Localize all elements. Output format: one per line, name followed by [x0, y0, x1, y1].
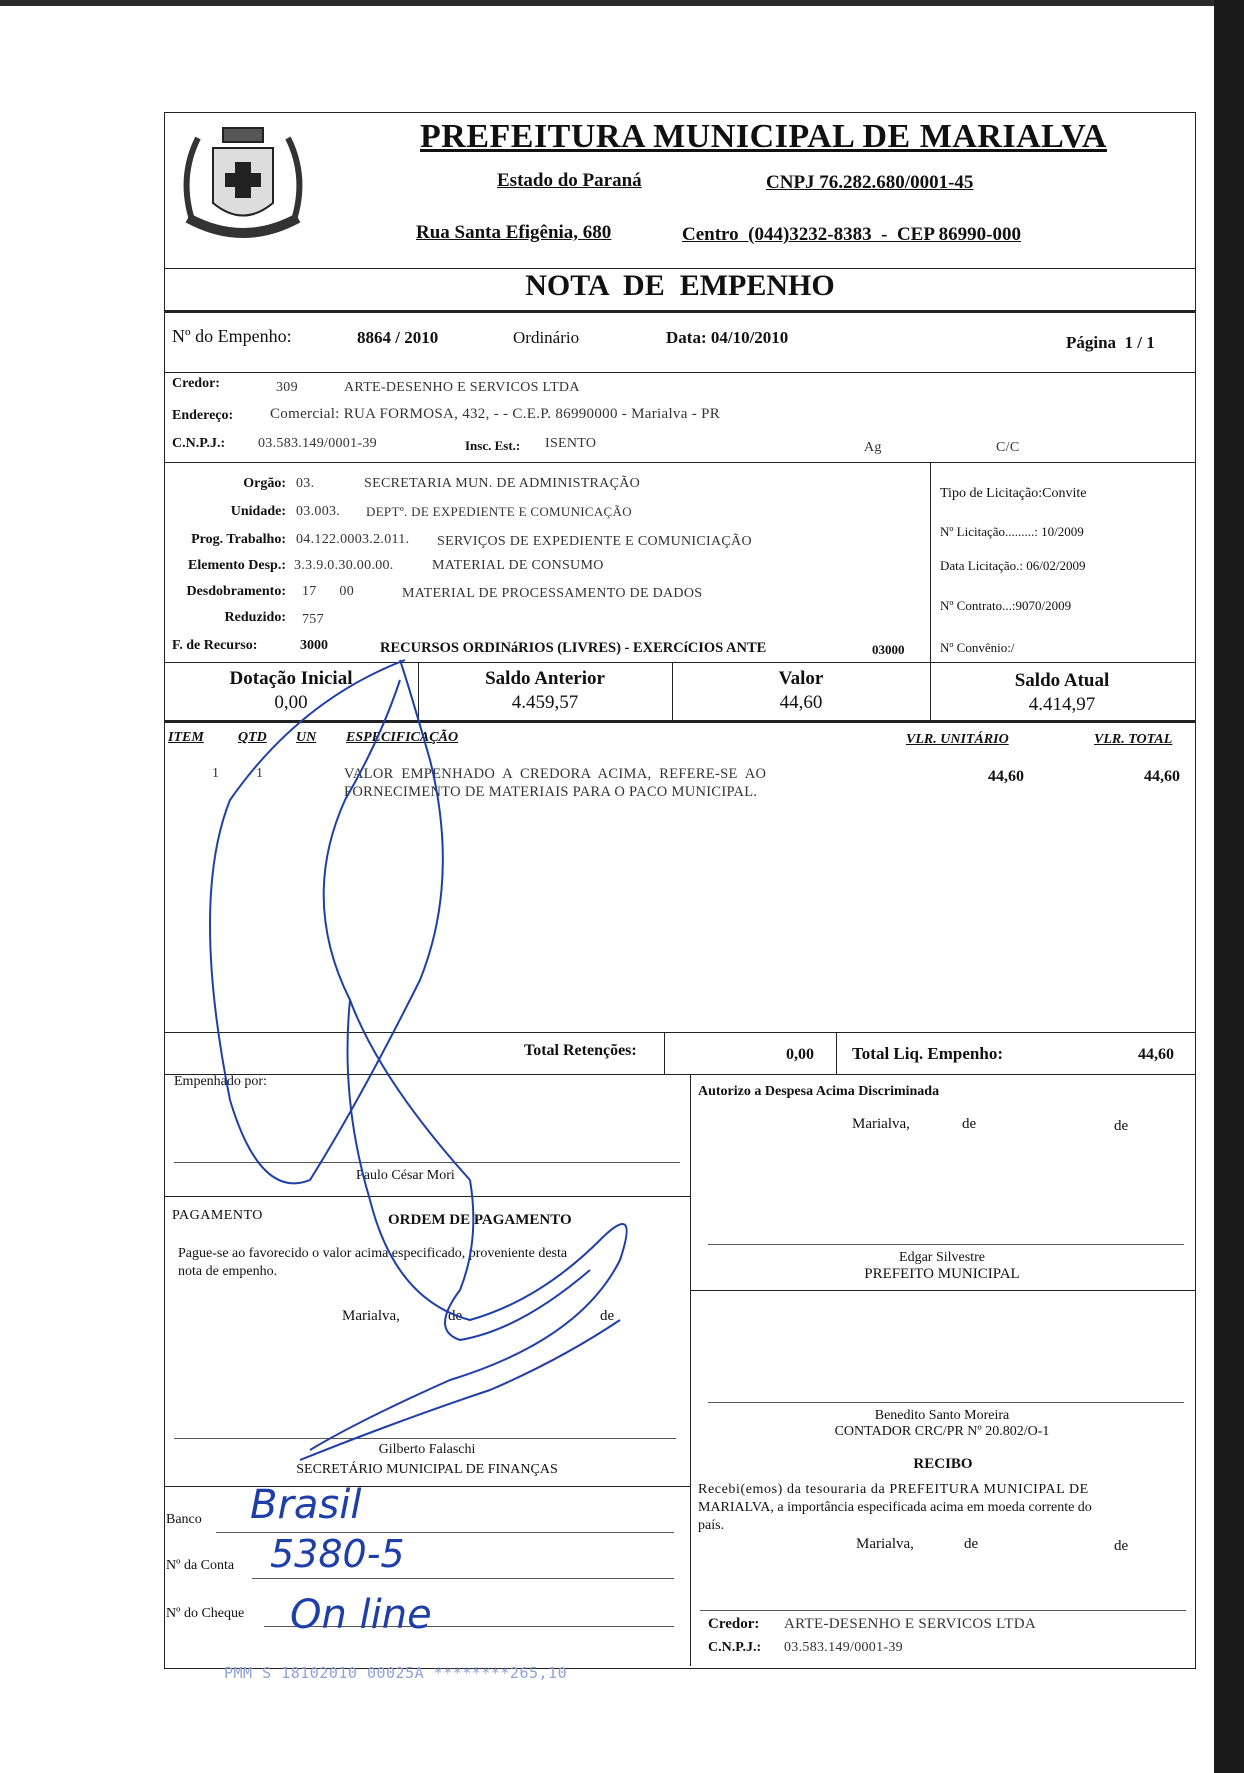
recurso-code: 3000: [300, 638, 328, 653]
item-total-value: 44,60: [1144, 768, 1180, 785]
retencoes-label: Total Retenções:: [524, 1042, 637, 1059]
ag-label: Ag: [864, 440, 882, 455]
elemento-desc: MATERIAL DE CONSUMO: [432, 558, 604, 573]
pague-se-text-1: Pague-se ao favorecido o valor acima especificado, proveniente desta: [178, 1246, 568, 1261]
empenhado-por-label: Empenhado por:: [174, 1074, 267, 1089]
autorizo-de-1: de: [962, 1116, 977, 1132]
col-vlr-unitario: VLR. UNITÁRIO: [906, 732, 1009, 747]
numero-contrato: Nº Contrato...:9070/2009: [940, 598, 1072, 613]
dotacao-value: 0,00: [274, 692, 308, 713]
secretario-name: Gilberto Falaschi: [378, 1442, 476, 1457]
empenho-date: Data: 04/10/2010: [666, 328, 789, 347]
recibo-title: RECIBO: [913, 1456, 973, 1472]
orgao-label: Orgão:: [243, 476, 286, 491]
recibo-cnpj: 03.583.149/0001-39: [784, 1640, 903, 1655]
recibo-credor-name: ARTE-DESENHO E SERVICOS LTDA: [784, 1616, 1036, 1632]
credor-address: Comercial: RUA FORMOSA, 432, - - C.E.P. 86990000 - Marialva - PR: [270, 406, 721, 422]
elemento-code: 3.3.9.0.30.00.00.: [294, 558, 394, 573]
empenho-label: Nº do Empenho:: [172, 326, 292, 346]
pagamento-de-1: de: [448, 1308, 463, 1324]
saldo-anterior-value: 4.459,57: [511, 692, 579, 713]
dotacao-label: Dotação Inicial: [229, 668, 353, 689]
cnpj-label: C.N.P.J.:: [172, 436, 226, 451]
valor-label: Valor: [778, 668, 824, 689]
unidade-desc: DEPTº. DE EXPEDIENTE E COMUNICAÇÃO: [366, 504, 632, 519]
cc-label: C/C: [996, 440, 1020, 455]
recibo-text-2: MARIALVA, a importância especificada acima em moeda corrente do: [698, 1500, 1092, 1515]
secretario-title: SECRETÁRIO MUNICIPAL DE FINANÇAS: [296, 1462, 558, 1477]
desdobramento-desc: MATERIAL DE PROCESSAMENTO DE DADOS: [402, 586, 703, 601]
item-unit-value: 44,60: [988, 768, 1024, 785]
prefeito-name: Edgar Silvestre: [899, 1250, 985, 1265]
recibo-cnpj-label: C.N.P.J.:: [708, 1640, 762, 1655]
liquido-label: Total Liq. Empenho:: [852, 1044, 1003, 1063]
credor-name: ARTE-DESENHO E SERVICOS LTDA: [344, 380, 580, 395]
tipo-licitacao: Tipo de Licitação:Convite: [940, 486, 1087, 501]
pague-se-text-2: nota de empenho.: [178, 1264, 278, 1279]
autorizo-label: Autorizo a Despesa Acima Discriminada: [698, 1084, 940, 1099]
pagamento-title: PAGAMENTO: [172, 1208, 263, 1223]
unidade-label: Unidade:: [230, 504, 286, 519]
credor-code: 309: [276, 380, 298, 395]
pagamento-de-2: de: [600, 1308, 615, 1324]
prefeitura-title: PREFEITURA MUNICIPAL DE MARIALVA: [420, 118, 1107, 155]
item-desc-line2: FORNECIMENTO DE MATERIAIS PARA O PACO MUNICIPAL.: [344, 784, 758, 800]
cheque-handwritten: On line: [290, 1592, 432, 1638]
banco-handwritten: Brasil: [250, 1482, 362, 1528]
saldo-anterior-label: Saldo Anterior: [485, 668, 605, 689]
credor-label: Credor:: [172, 376, 220, 391]
empenho-type: Ordinário: [513, 328, 580, 347]
cheque-label: Nº do Cheque: [166, 1606, 245, 1621]
recibo-de-2: de: [1114, 1538, 1129, 1554]
numero-convenio: Nº Convênio:/: [940, 640, 1015, 655]
contador-name: Benedito Santo Moreira: [874, 1408, 1010, 1423]
address-label: Rua Santa Efigênia, 680: [416, 222, 612, 243]
prog-label: Prog. Trabalho:: [191, 532, 286, 547]
reduzido-label: Reduzido:: [224, 610, 286, 625]
item-number: 1: [212, 766, 220, 781]
item-desc-line1: VALOR EMPENHADO A CREDORA ACIMA, REFERE-SE AO: [344, 766, 767, 782]
insc-label: Insc. Est.:: [465, 438, 521, 453]
banco-label: Banco: [166, 1512, 202, 1527]
desdobramento-label: Desdobramento:: [186, 584, 286, 599]
reduzido-code: 757: [302, 612, 324, 627]
valor-value: 44,60: [779, 692, 823, 713]
empenhado-name: Paulo César Mori: [356, 1168, 455, 1183]
prefeito-title: PREFEITO MUNICIPAL: [864, 1266, 1020, 1282]
data-licitacao: Data Licitação.: 06/02/2009: [940, 558, 1086, 573]
pagamento-marialva: Marialva,: [342, 1308, 400, 1324]
recibo-de-1: de: [964, 1536, 979, 1552]
item-qtd: 1: [256, 766, 264, 781]
conta-handwritten: 5380-5: [270, 1532, 405, 1576]
credor-insc: ISENTO: [545, 436, 597, 451]
cnpj-header: CNPJ 76.282.680/0001-45: [766, 172, 974, 193]
orgao-desc: SECRETARIA MUN. DE ADMINISTRAÇÃO: [364, 476, 641, 491]
recibo-marialva: Marialva,: [856, 1536, 914, 1552]
prog-code: 04.122.0003.2.011.: [296, 532, 410, 547]
numero-licitacao: Nº Licitação.........: 10/2009: [940, 524, 1084, 539]
ordem-pagamento-title: ORDEM DE PAGAMENTO: [388, 1212, 572, 1228]
contador-title: CONTADOR CRC/PR Nº 20.802/O-1: [834, 1424, 1050, 1439]
credor-cnpj: 03.583.149/0001-39: [258, 436, 377, 451]
orgao-code: 03.: [296, 476, 315, 491]
col-qtd: QTD: [238, 730, 267, 745]
recibo-credor-label: Credor:: [708, 1616, 760, 1632]
empenho-number: 8864 / 2010: [357, 328, 439, 347]
liquido-value: 44,60: [1138, 1046, 1174, 1063]
desdobramento-code: 17 00: [302, 584, 354, 599]
autorizo-de-2: de: [1114, 1118, 1129, 1134]
doc-title: NOTA DE EMPENHO: [525, 269, 835, 302]
payment-stamp: PMM S 18102010 00025A ********265,10: [224, 1664, 568, 1682]
page-number: Página 1 / 1: [1066, 333, 1155, 352]
retencoes-value: 0,00: [786, 1046, 814, 1063]
elemento-label: Elemento Desp.:: [188, 558, 286, 573]
contact-label: Centro (044)3232-8383 - CEP 86990-000: [682, 224, 1021, 245]
col-item: ITEM: [168, 730, 204, 745]
col-un: UN: [296, 730, 317, 745]
recibo-text-1: Recebi(emos) da tesouraria da PREFEITURA MUNICIPAL DE: [698, 1482, 1089, 1497]
autorizo-marialva: Marialva,: [852, 1116, 910, 1132]
recibo-text-3: país.: [698, 1518, 725, 1533]
unidade-code: 03.003.: [296, 504, 341, 519]
address-field-label: Endereço:: [172, 408, 234, 423]
conta-label: Nº da Conta: [166, 1558, 235, 1573]
recurso-label: F. de Recurso:: [172, 638, 258, 653]
saldo-atual-value: 4.414,97: [1028, 694, 1096, 715]
recurso-desc: RECURSOS ORDINáRIOS (LIVRES) - EXERCíCIOS ANTE: [380, 640, 767, 656]
saldo-atual-label: Saldo Atual: [1014, 670, 1110, 691]
col-vlr-total: VLR. TOTAL: [1094, 732, 1173, 747]
recurso-code2: 03000: [872, 642, 905, 657]
col-especificacao: ESPECIFICAÇÃO: [346, 730, 459, 745]
state-label: Estado do Paraná: [497, 170, 642, 191]
prog-desc: SERVIÇOS DE EXPEDIENTE E COMUNICIAÇÃO: [437, 534, 752, 549]
